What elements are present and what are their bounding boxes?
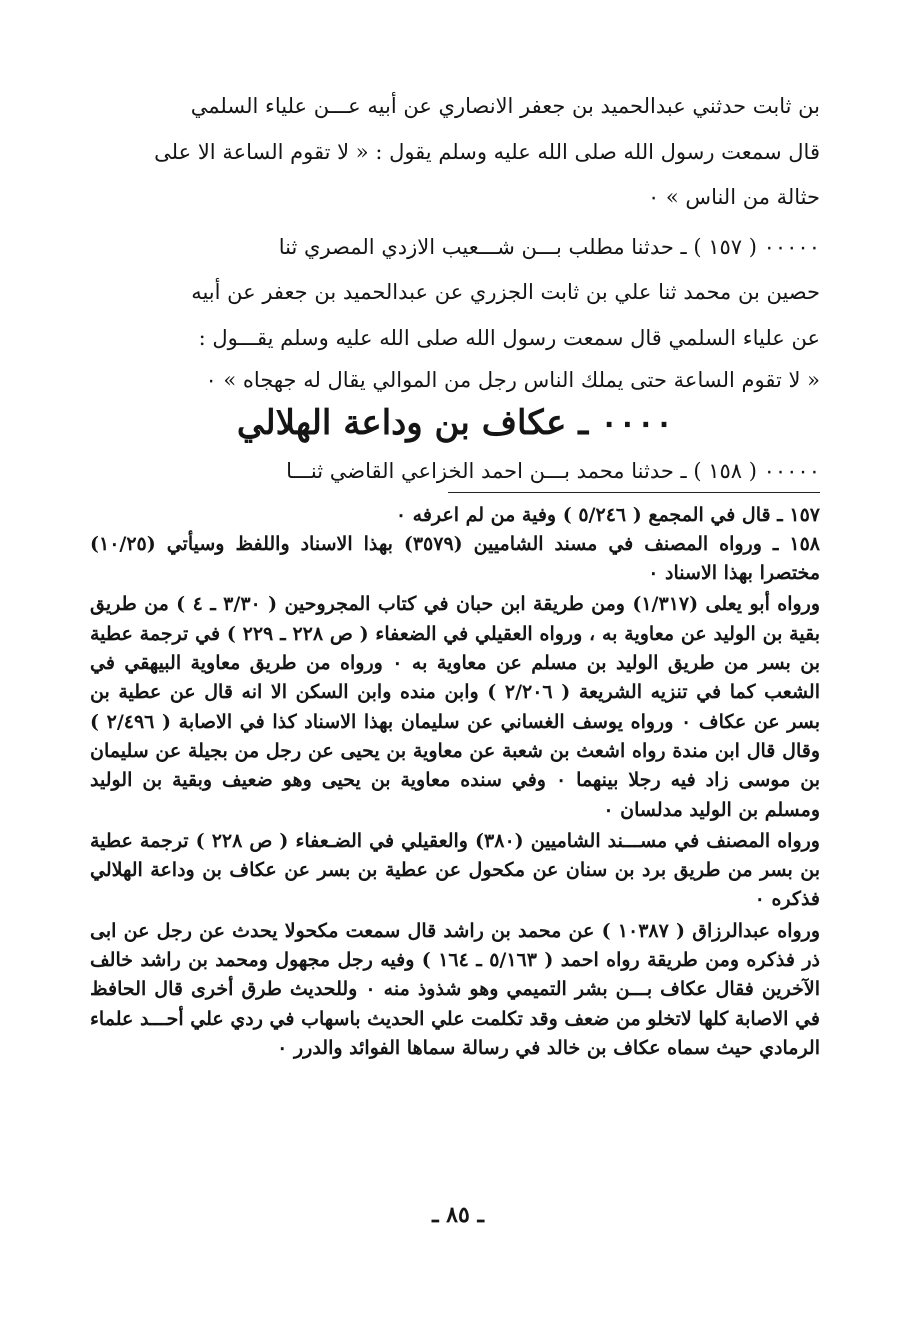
main-text-continued: [90, 454, 820, 488]
section-title: ٠٠٠٠ ـ عكاف بن وداعة الهلالي: [236, 402, 674, 443]
text-line: « لا تقوم الساعة حتى يملك الناس رجل من الموالي يقال له جهجاه » ٠: [205, 367, 820, 392]
text-line: ٠٠٠٠٠ ( ١٥٧ ) ـ حدثنا مطلب بـــن شـــعيب الازدي المصري ثنا: [278, 234, 820, 259]
text-line: عن علياء السلمي قال سمعت رسول الله صلى الله عليه وسلم يقـــول :: [198, 325, 820, 350]
footnote-divider: [448, 492, 820, 493]
text-line: قال سمعت رسول الله صلى الله عليه وسلم يقول : « لا تقوم الساعة الا على: [154, 139, 820, 164]
footnote: ١٥٨ ـ ورواه المصنف في مسند الشاميين (٣٥٧٩) بهذا الاسناد واللفظ وسيأتي (١٠/٢٥) مختصرا بهذا الاسناد ٠: [90, 532, 821, 585]
footnote: ورواه المصنف في مســـند الشاميين (٣٨٠) والعقيلي في الضـعفاء ( ص ٢٢٨ ) ترجمة عطية بن بسر من طريق برد بن سنان عن مكحول عن عطية بن بسر عن عكاف بن وداعة الهلالي فذكره ٠: [90, 829, 820, 911]
footnotes: [90, 501, 820, 1064]
main-text: [90, 84, 820, 398]
footnote: ورواه أبو يعلى (١/٣١٧) ومن طريقة ابن حبان في كتاب المجروحين ( ٣/٣٠ ـ ٤ ) من طريق بقية بن الوليد عن معاوية به ، ورواه العقيلي في الضعفاء ( ص ٢٢٨ ـ ٢٢٩ ) في ترجمة عطية بن بسر من طريق الوليد بن مسلم عن معاوية به ٠ ورواه من طريق معاوية البيهقي في الشعب كما في تنزيه الشريعة ( ٢/٢٠٦ ) وابن منده وابن السكن الا انه قال عن عطية بن بسر عن عكاف ٠ ورواه يوسف الغساني عن سليمان بهذا الاسناد كذا في الاصابة ( ٢/٤٩٦ ) وقال قال ابن مندة رواه اشعث بن شعبة عن معاوية بن يحيى عن رجل من بجيلة عن سليمان بن موسى زاد فيه رجلا بينهما ٠ وفي سنده معاوية بن يحيى وهو ضعيف وبقية بن الوليد ومسلم بن الوليد مدلسان ٠: [90, 593, 821, 821]
text-line: ٠٠٠٠٠ ( ١٥٨ ) ـ حدثنا محمد بـــن احمد الخزاعي القاضي ثنـــا: [286, 458, 820, 483]
text-line: حصين بن محمد ثنا علي بن ثابت الجزري عن عبدالحميد بن جعفر عن أبيه: [191, 280, 820, 305]
footnote: ١٥٧ ـ قال في المجمع ( ٥/٢٤٦ ) وفية من لم اعرفه ٠: [395, 503, 820, 526]
page-number: ـ ٨٥ ـ: [432, 1202, 484, 1228]
text-line: بن ثابت حدثني عبدالحميد بن جعفر الانصاري عن أبيه عـــن علياء السلمي: [190, 94, 820, 118]
footnote: ورواه عبدالرزاق ( ١٠٣٨٧ ) عن محمد بن راشد قال سمعت مكحولا يحدث عن رجل عن ابى ذر فذكره ومن طريقة رواه احمد ( ٥/١٦٣ ـ ١٦٤ ) وفيه رجل مجهول ومحمد بن راشد خالف الآخرين فقال عكاف بـــن بشر التميمي وهو شذوذ منه ٠ وللحديث طرق أخرى قال الحافظ في الاصابة كلها لاتخلو من ضعف وقد تكلمت علي الحديث باسهاب في ردي علي أحـــد علماء الرمادي حيث سماه عكاف بن خالد في رسالة سماها الفوائد والدرر ٠: [90, 919, 821, 1059]
text-line: حثالة من الناس » ٠: [647, 185, 820, 210]
